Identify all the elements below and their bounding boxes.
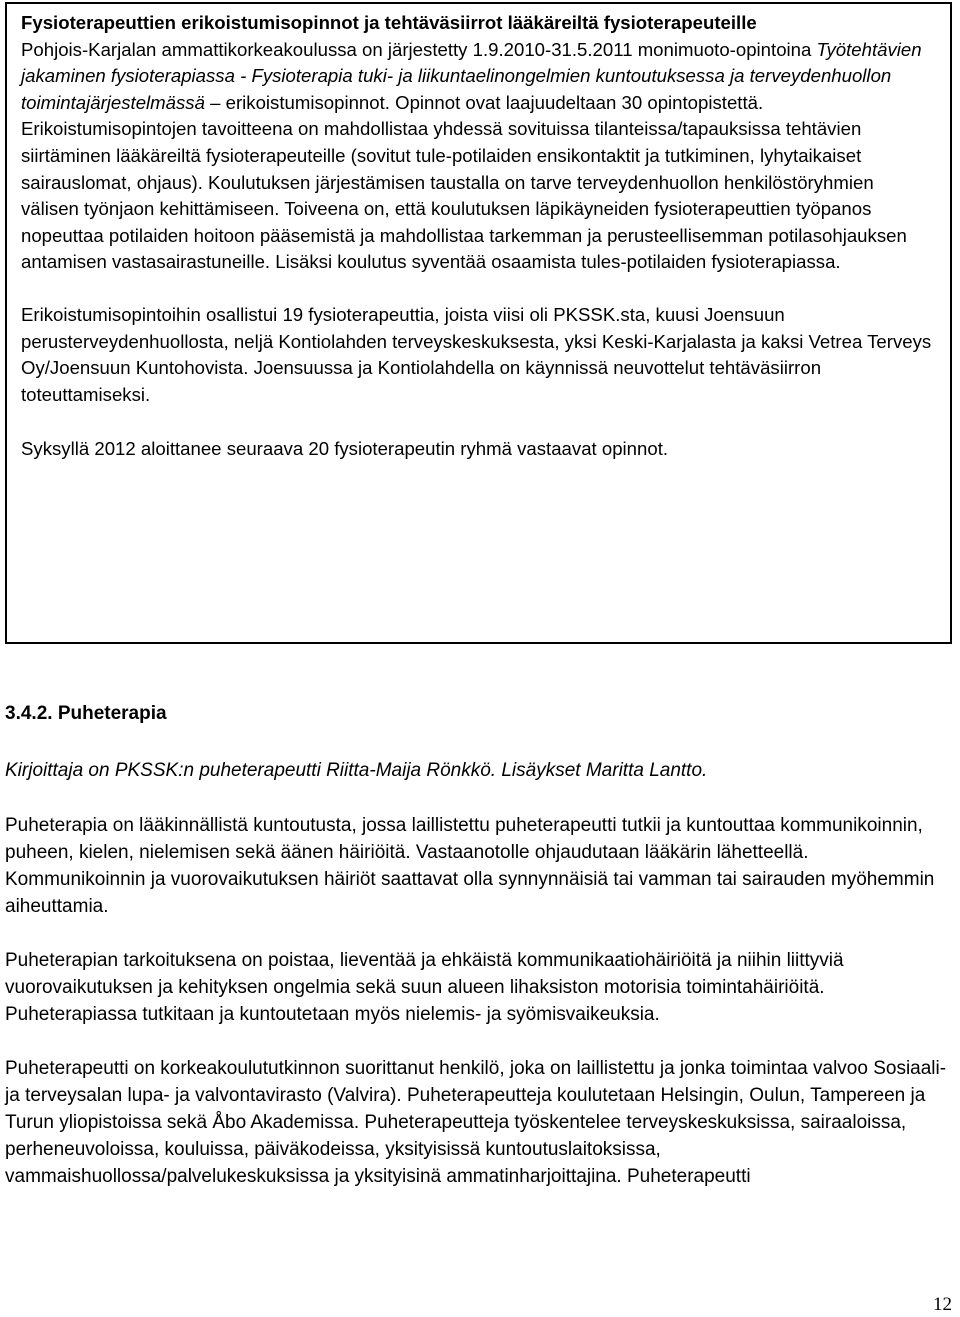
author-note: Kirjoittaja on PKSSK:n puheterapeutti Riitta-Maija Rönkkö. Lisäykset Maritta Lantto. bbox=[5, 760, 708, 781]
info-box bbox=[5, 2, 952, 644]
section-heading: 3.4.2. Puheterapia bbox=[5, 703, 167, 724]
box-title: Fysioterapeuttien erikoistumisopinnot ja tehtäväsiirrot lääkäreiltä fysioterapeuteille bbox=[21, 12, 757, 33]
section-paragraph-2: Puheterapian tarkoituksena on poistaa, lieventää ja ehkäistä kommunikaatiohäiriöitä ja niihin liittyviä vuorovaikutuksen ja kehityksen ongelmia sekä suun alueen lihaksiston motorisia toimintahäiriöitä. Puheterapiassa tutkitaan ja kuntoutetaan myös nielemis- ja syömisvaikeuksia. bbox=[5, 950, 844, 1025]
box-paragraph-3: Syksyllä 2012 aloittanee seuraava 20 fysioterapeutin ryhmä vastaavat opinnot. bbox=[21, 438, 669, 460]
box-paragraph-1-end: erikoistumisopinnot. Opinnot ovat laajuudeltaan 30 opintopistettä. Erikoistumisopintojen tavoitteena on mahdollistaa yhdessä sovituissa tilanteissa/tapauksissa tehtävien siirtäminen lääkäreiltä fysioterapeuteille (sovitut tule-potilaiden ensikontaktit ja tutkiminen, lyhytaikaiset sairauslomat, ohjaus). Koulutuksen järjestämisen taustalla on tarve terveydenhuollon henkilöstöryhmien välisen työnjaon kehittämiseen. Toiveena on, että koulutuksen läpikäyneiden fysioterapeuttien työpanos nopeuttaa potilaiden hoitoon pääsemistä ja mahdollistaa tarkemman ja perusteellisemman potilasohjauksen antamisen vastasairastuneille. Lisäksi koulutus syventää osaamista tules-potilaiden fysioterapiassa. bbox=[21, 91, 907, 273]
section-paragraph-1: Puheterapia on lääkinnällistä kuntoutusta, jossa laillistettu puheterapeutti tutkii ja kuntouttaa kommunikoinnin, puheen, kielen, nielemisen sekä äänen häiriöitä. Vastaanotolle ohjaudutaan lääkärin lähetteellä. Kommunikoinnin ja vuorovaikutuksen häiriöt saattavat olla synnynnäisiä tai vamman tai sairauden myöhemmin aiheuttamia. bbox=[5, 815, 935, 917]
section-paragraph-3: Puheterapeutti on korkeakoulututkinnon suorittanut henkilö, joka on laillistettu ja jonka toimintaa valvoo Sosiaali- ja terveysalan lupa- ja valvontavirasto (Valvira). Puheterapeutteja koulutetaan Helsingin, Oulun, Tampereen ja Turun yliopistoissa sekä Åbo Akademissa. Puheterapeutteja työskentelee terveyskeskuksissa, sairaaloissa, perheneuvoloissa, kouluissa, päiväkodeissa, yksityisissä kuntoutuslaitoksissa, vammaishuollossa/palvelukeskuksissa ja yksityisinä ammatinharjoittajina. Puheterapeutti bbox=[5, 1058, 947, 1187]
section-puheterapia bbox=[5, 700, 950, 1190]
page-number: 12 bbox=[933, 1294, 952, 1315]
box-paragraph-2: Erikoistumisopintoihin osallistui 19 fysioterapeuttia, joista viisi oli PKSSK.sta, kuusi Joensuun perusterveydenhuollosta, neljä Kontiolahden terveyskeskuksesta, yksi Keski-Karjalasta ja kaksi Vetrea Terveys Oy/Joensuun Kuntohovista. Joensuussa ja Kontiolahdella on käynnissä neuvottelut tehtäväsiirron toteuttamiseksi. bbox=[21, 303, 932, 405]
box-paragraph-1-italic: Työtehtävien jakaminen fysioterapiassa - Fysioterapia tuki- ja liikuntaelinongelmien kuntoutuksessa ja terveydenhuollon toimintajärjestelmässä – bbox=[21, 38, 922, 113]
box-paragraph-1 bbox=[21, 37, 936, 276]
box-paragraph-1-start: Pohjois-Karjalan ammattikorkeakoulussa on järjestetty 1.9.2010-31.5.2011 monimuoto-opintoina bbox=[21, 38, 817, 60]
